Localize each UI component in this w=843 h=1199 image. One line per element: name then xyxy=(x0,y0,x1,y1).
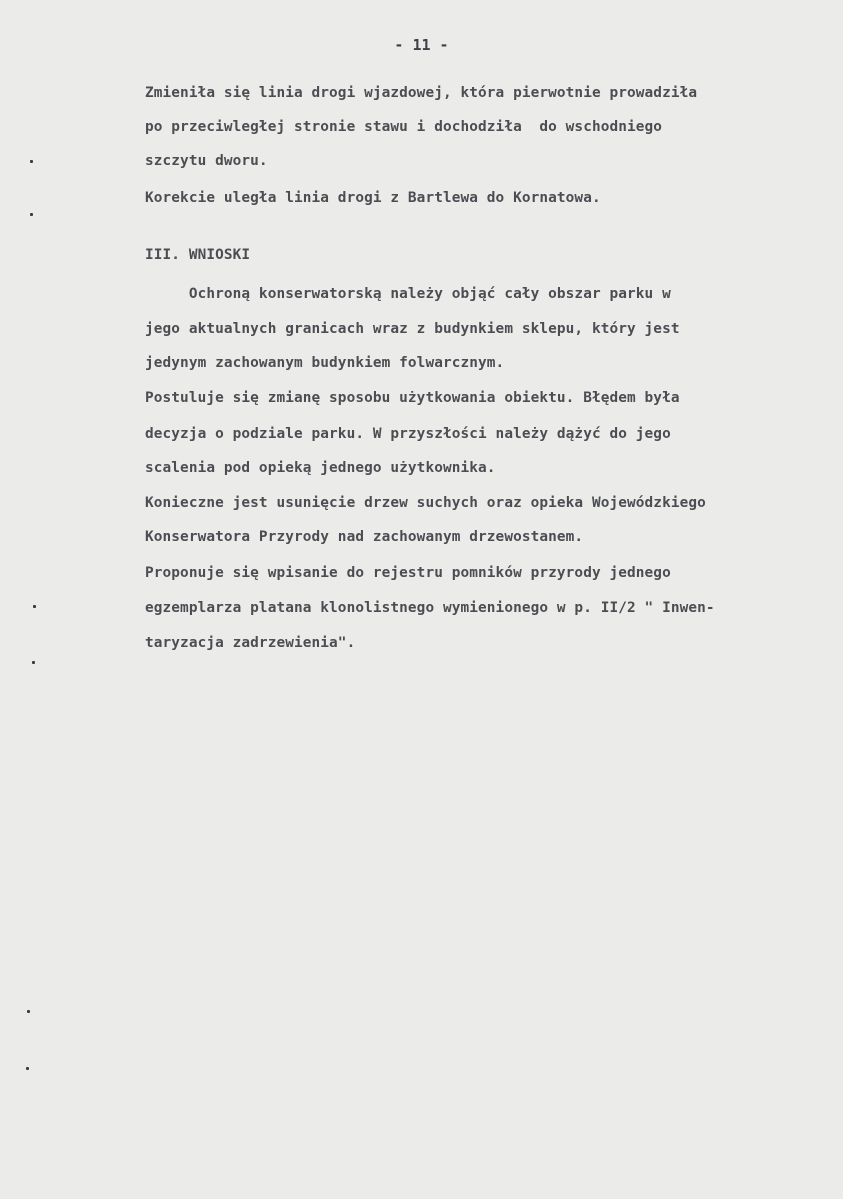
text-line: po przeciwległej stronie stawu i dochodziła do wschodniego xyxy=(145,119,663,135)
text-line: taryzacja zadrzewienia". xyxy=(145,635,356,651)
page-number: - 11 - xyxy=(394,36,449,54)
margin-speck xyxy=(32,661,35,664)
text-line: szczytu dworu. xyxy=(145,153,268,169)
margin-speck xyxy=(26,1067,29,1070)
text-line: scalenia pod opieką jednego użytkownika. xyxy=(145,460,496,476)
text-line: egzemplarza platana klonolistnego wymienionego w p. II/2 " Inwen- xyxy=(145,600,715,616)
section-heading: III. WNIOSKI xyxy=(145,247,251,263)
margin-speck xyxy=(30,213,33,216)
text-line: decyzja o podziale parku. W przyszłości należy dążyć do jego xyxy=(145,426,671,442)
text-line: jedynym zachowanym budynkiem folwarcznym. xyxy=(145,355,505,371)
text-line: Ochroną konserwatorską należy objąć cały obszar parku w xyxy=(145,286,671,302)
margin-speck xyxy=(33,605,36,608)
text-line: Konieczne jest usunięcie drzew suchych oraz opieka Wojewódzkiego xyxy=(145,495,706,511)
text-line: Korekcie uległa linia drogi z Bartlewa do Kornatowa. xyxy=(145,190,601,206)
text-line: jego aktualnych granicach wraz z budynkiem sklepu, który jest xyxy=(145,321,680,337)
text-line: Konserwatora Przyrody nad zachowanym drzewostanem. xyxy=(145,529,584,545)
text-line: Proponuje się wpisanie do rejestru pomników przyrody jednego xyxy=(145,565,671,581)
text-line: Postuluje się zmianę sposobu użytkowania obiektu. Błędem była xyxy=(145,390,680,406)
margin-speck xyxy=(30,160,33,163)
margin-speck xyxy=(27,1010,30,1013)
text-line: Zmieniła się linia drogi wjazdowej, która pierwotnie prowadziła xyxy=(145,85,698,101)
